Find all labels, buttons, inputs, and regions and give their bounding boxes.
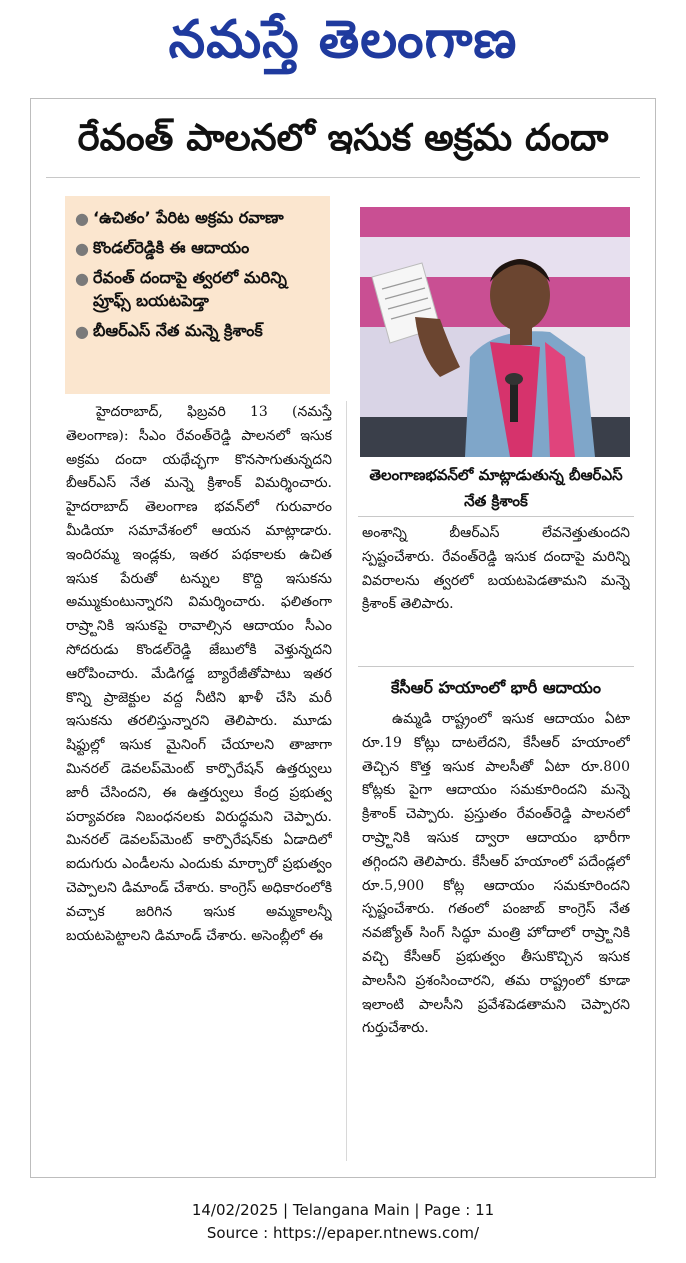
masthead-title: నమస్తే తెలంగాణ: [168, 10, 518, 70]
highlight-text: కొండల్‌రెడ్డికి ఈ ఆదాయం: [93, 238, 250, 257]
footer-source[interactable]: Source : https://epaper.ntnews.com/: [206, 1224, 480, 1242]
bullet-icon: ●: [75, 239, 89, 258]
bullet-icon: ●: [75, 322, 89, 341]
caption-divider: [358, 516, 634, 517]
article-subheading: కేసీఆర్ హయాంలో భారీ ఆదాయం: [391, 678, 601, 697]
highlight-text: బీఆర్‌ఎస్ నేత మన్నె క్రిశాంక్: [93, 321, 263, 340]
highlights-box: [65, 196, 330, 394]
article-photo: [360, 207, 630, 457]
article-body-left: [66, 401, 332, 1161]
highlight-item: [75, 319, 324, 342]
paragraph: ఉమ్మడి రాష్ట్రంలో ఇసుక ఆదాయం ఏటా రూ.19 కోట్లు దాటలేదని, కేసీఆర్ హయాంలో తెచ్చిన కొత్త ఇసుక పాలసీతో ఏటా రూ.800 కోట్లకు పైగా ఆదాయం సమకూరిందని మన్నె క్రిశాంక్ చెప్పారు. ప్రస్తుతం రేవంత్‌రెడ్డి పాలనలో రాష్ర్టానికి ఇసుక ద్వారా ఆదాయం భారీగా తగ్గిందని తెలిపారు. కేసీఆర్ హయాంలో పదేండ్లలో రూ.5,900 కోట్ల ఆదాయం సమకూరిందని స్పష్టంచేశారు. గతంలో పంజాబ్ కాంగ్రెస్ నేత నవజ్యోత్ సింగ్ సిద్ధూ మంత్రి హోదాలో రాష్ర్టానికి వచ్చి కేసీఆర్ ప్రభుత్వం తీసుకొచ్చిన ఇసుక పాలసీని ప్రశంసించారని, తమ రాష్ట్రంలో కూడా ఇలాంటి పాలసీని ప్రవేశపెడతామని చెప్పారని గుర్తుచేశారు.: [362, 711, 630, 1037]
highlight-item: [75, 236, 324, 259]
paragraph: అంశాన్ని బీఆర్‌ఎస్ లేవనెత్తుతుందని స్పష్టంచేశారు. రేవంత్‌రెడ్డి ఇసుక దందాపై మరిన్ని వివరాలను త్వరలో బయటపెడతామని మన్నె క్రిశాంక్ తెలిపారు.: [362, 525, 630, 613]
highlight-text: ‘ఉచితం’ పేరిట అక్రమ రవాణా: [93, 208, 284, 227]
footer-date-edition: 14/02/2025 | Telangana Main | Page : 11: [191, 1201, 495, 1219]
article-body-right-top: [362, 522, 630, 652]
photo-caption: తెలంగాణభవన్‌లో మాట్లాడుతున్న బీఆర్‌ఎస్ నేత క్రిశాంక్: [369, 466, 623, 510]
bullet-icon: ●: [75, 269, 89, 288]
speaker-photo-illustration: [360, 207, 630, 457]
paragraph: హైదరాబాద్, ఫిబ్రవరి 13 (నమస్తే తెలంగాణ): సీఎం రేవంత్‌రెడ్డి పాలనలో ఇసుక అక్రమ దందా యథేచ్ఛగా కొనసాగుతున్నదని బీఆర్‌ఎస్ నేత మన్నె క్రిశాంక్ విమర్శించారు. హైదరాబాద్ తెలంగాణ భవన్‌లో గురువారం మీడియా సమావేశంలో ఆయన మాట్లాడారు. ఇందిరమ్మ ఇండ్లకు, ఇతర పథకాలకు ఉచిత ఇసుక పేరుతో టన్నుల కొద్ది ఇసుకను అమ్ముకుంటున్నారని విమర్శించారు. ఫలితంగా రాష్ర్టానికి ఇసుకపై రావాల్సిన ఆదాయం సీఎం సోదరుడు కొండల్‌రెడ్డి జేబులోకి వెళ్తున్నదని ఆరోపించారు. మేడిగడ్డ బ్యారేజీతోపాటు ఇతర కొన్ని ప్రాజెక్టుల వద్ద నీటిని ఖాళీ చేసి మరీ ఇసుకను తరలిస్తున్నారని తెలిపారు. మూడు షిఫ్టుల్లో ఇసుక మైనింగ్ చేయాలని తాజాగా మినరల్ డెవలప్‌మెంట్ కార్పొరేషన్ ఉత్తర్వులు జారీ చేసిందని, ఈ ఉత్తర్వులు కేంద్ర ప్రభుత్వ పర్యావరణ నిబంధనలకు విరుద్ధమని చెప్పారు. మినరల్ డెవలప్‌మెంట్ కార్పొరేషన్‌కు ఏడాదిలో ఐదుగురు ఎండీలను ఎందుకు మార్చారో ప్రభుత్వం చెప్పాలని డిమాండ్ చేశారు. కాంగ్రెస్ అధికారంలోకి వచ్చాక జరిగిన ఇసుక అమ్మకాలన్నీ బయటపెట్టాలని డిమాండ్ చేశారు. అసెంబ్లీలో ఈ: [66, 404, 332, 944]
highlight-text: రేవంత్ దందాపై త్వరలో మరిన్ని ప్రూఫ్స్ బయటపెడ్తా: [93, 268, 287, 310]
article-headline: రేవంత్ పాలనలో ఇసుక అక్రమ దందా: [77, 116, 609, 159]
highlight-item: [75, 266, 324, 312]
masthead: [0, 0, 686, 80]
headline-divider: [46, 177, 640, 178]
subhead-divider: [358, 666, 634, 667]
article-body-right-bottom: [362, 708, 630, 1158]
column-divider: [346, 401, 347, 1161]
bullet-icon: ●: [75, 209, 89, 228]
highlight-item: [75, 206, 324, 229]
